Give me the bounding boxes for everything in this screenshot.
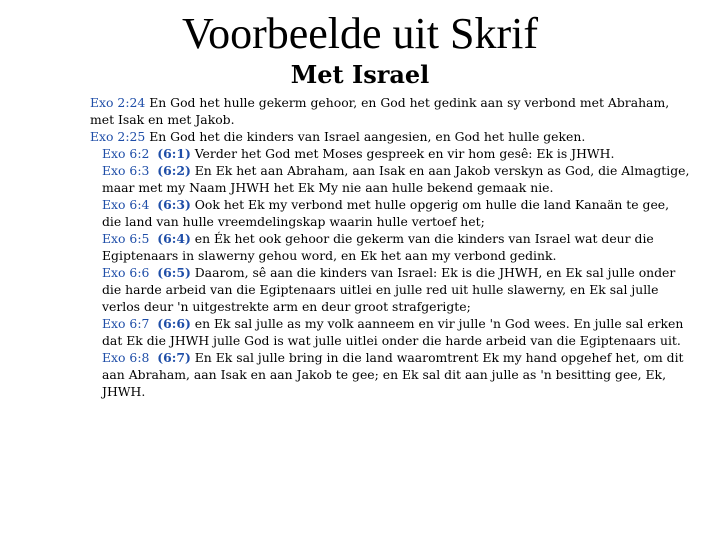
verse-text: Ook het Ek my verbond met hulle opgerig om hulle die land Kanaän te gee, die land van hulle vreemdelingskap waarin hulle vertoef het;	[102, 197, 670, 229]
verse-text: Verder het God met Moses gespreek en vir hom gesê: Ek is JHWH.	[190, 146, 615, 161]
verse-reference-link[interactable]: Exo 2:24	[90, 95, 146, 110]
verse-list	[90, 94, 690, 400]
verse-reference-link[interactable]: Exo 6:3	[102, 163, 150, 178]
alt-verse-number: (6:3)	[157, 197, 191, 212]
alt-verse-number: (6:4)	[157, 231, 191, 246]
verse-paragraph	[90, 128, 690, 145]
verse-paragraph	[102, 264, 690, 315]
verse-paragraph	[102, 230, 690, 264]
alt-verse-number: (6:7)	[157, 350, 191, 365]
verse-text: en Ek sal julle as my volk aanneem en vir julle 'n God wees. En julle sal erken dat Ek die JHWH julle God is wat julle uitlei onder die harde arbeid van die Egiptenaars uit.	[102, 316, 684, 348]
verse-reference-link[interactable]: Exo 6:2	[102, 146, 150, 161]
verse-reference-link[interactable]: Exo 6:8	[102, 350, 150, 365]
verse-reference-link[interactable]: Exo 6:7	[102, 316, 150, 331]
page-subtitle: Met Israel	[290, 60, 430, 89]
page-title: Voorbeelde uit Skrif	[181, 9, 539, 58]
verse-reference-link[interactable]: Exo 6:4	[102, 197, 150, 212]
alt-verse-number: (6:6)	[157, 316, 191, 331]
verse-text: En God het hulle gekerm gehoor, en God het gedink aan sy verbond met Abraham, met Isak en met Jakob.	[90, 95, 670, 127]
verse-text: Daarom, sê aan die kinders van Israel: Ek is die JHWH, en Ek sal julle onder die harde arbeid van die Egiptenaars uitlei en julle red uit hulle slawerny, en Ek sal julle verlos deur 'n uitgestrekte arm en deur groot strafgerigte;	[102, 265, 676, 314]
verse-text: En God het die kinders van Israel aangesien, en God het hulle geken.	[145, 129, 586, 144]
verse-reference-link[interactable]: Exo 2:25	[90, 129, 146, 144]
alt-verse-number: (6:1)	[157, 146, 191, 161]
alt-verse-number: (6:2)	[157, 163, 191, 178]
verse-paragraph	[102, 145, 690, 162]
verse-paragraph	[102, 315, 690, 349]
verse-paragraph	[102, 162, 690, 196]
verse-reference-link[interactable]: Exo 6:6	[102, 265, 150, 280]
verse-paragraph	[102, 349, 690, 400]
verse-paragraph	[102, 196, 690, 230]
verse-text: En Ek sal julle bring in die land waaromtrent Ek my hand opgehef het, om dit aan Abraham, aan Isak en aan Jakob te gee; en Ek sal dit aan julle as 'n besitting gee, Ek, JHWH.	[102, 350, 684, 399]
verse-reference-link[interactable]: Exo 6:5	[102, 231, 150, 246]
verse-paragraph	[90, 94, 690, 128]
alt-verse-number: (6:5)	[157, 265, 191, 280]
verse-text: en Ék het ook gehoor die gekerm van die kinders van Israel wat deur die Egiptenaars in slawerny gehou word, en Ek het aan my verbond gedink.	[102, 231, 654, 263]
verse-text: En Ek het aan Abraham, aan Isak en aan Jakob verskyn as God, die Almagtige, maar met my Naam JHWH het Ek My nie aan hulle bekend gemaak nie.	[102, 163, 690, 195]
